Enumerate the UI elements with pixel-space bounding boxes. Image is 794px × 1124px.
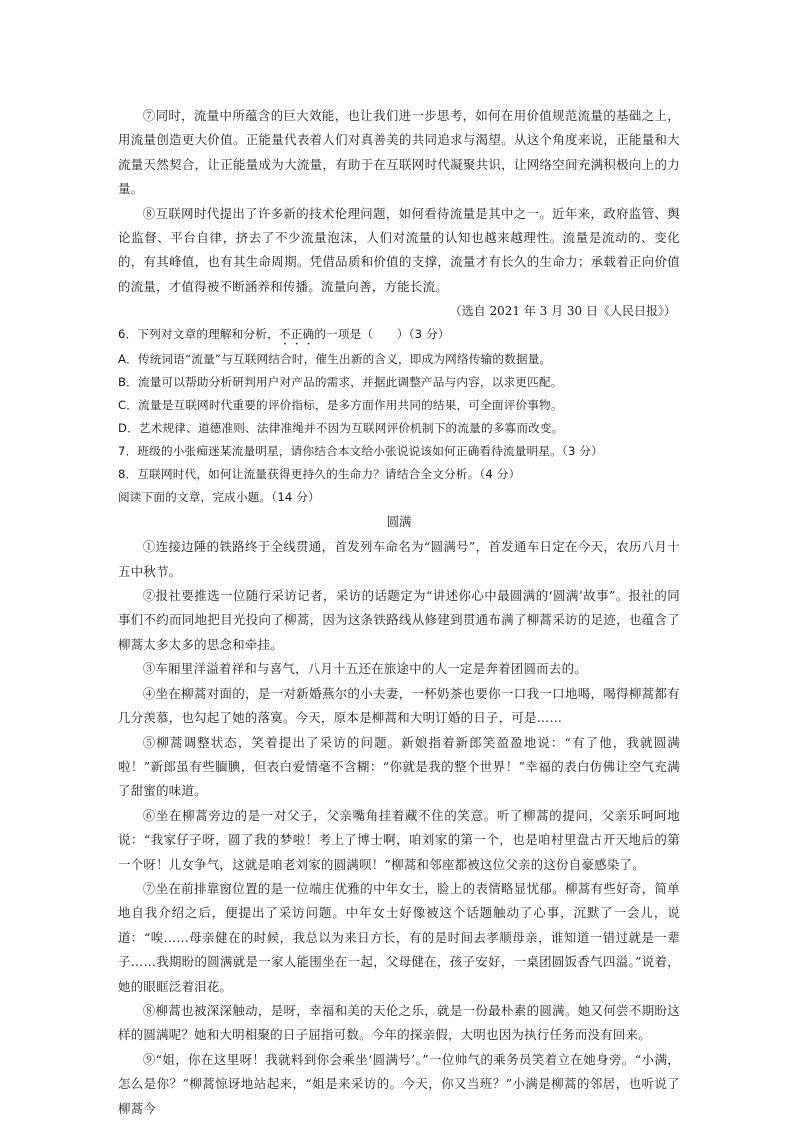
page-content	[118, 104, 680, 1121]
question-6-suffix: 的一项是（ ）（3 分）	[314, 327, 450, 342]
story-paragraph-6: ⑥坐在柳蒿旁边的是一对父子，父亲嘴角挂着藏不住的笑意。听了柳蒿的提问，父亲乐呵呵地说：“我家仔子呀，圆了我的梦啦！考上了博士啊，咱刘家的第一个，也是咱村里盘古开天地后的第一个呀！儿女争气，这就是咱老刘家的圆满呗！”柳蒿和邻座都被这位父亲的这份自豪感染了。	[118, 807, 680, 872]
story-paragraph-5: ⑤柳蒿调整状态，笑着提出了采访的问题。新娘指着新郎笑盈盈地说：“有了他，我就圆满啦！”新郎虽有些腼腆，但表白爱情毫不含糊：“你就是我的整个世界！”幸福的表白仿佛让空气充满了甜蜜的味道。	[118, 734, 680, 799]
story-paragraph-3: ③车厢里洋溢着祥和与喜气，八月十五还在旅途中的人一定是奔着团圆而去的。	[142, 661, 587, 677]
story-paragraph-8: ⑧柳蒿也被深深触动，是呀，幸福和美的天伦之乐，就是一份最朴素的圆满。她又何尝不期盼这样的圆满呢？她和大明相聚的日子屈指可数。今年的探亲假，大明也因为执行任务而没有回来。	[118, 1002, 680, 1043]
question-7: 7．班级的小张痴迷某流量明星，请你结合本文给小张说说该如何正确看待流量明星。（3 分）	[118, 444, 603, 459]
question-6-emphasis: 不正确	[278, 327, 315, 342]
story-paragraph-1: ①连接边陲的铁路终于全线贯通，首发列车命名为“圆满号”，首发通车日定在今天，农历八月十五中秋节。	[118, 539, 680, 579]
reading-instruction: 阅读下面的文章，完成小题。（14 分）	[118, 490, 320, 505]
passage-paragraph-7: ⑦同时，流量中所蕴含的巨大效能，也让我们进一步思考，如何在用价值规范流量的基础之上，用流量创造更大价值。正能量代表着人们对真善美的共同追求与渴望。从这个角度来说，正能量和大流量天然契合，让正能量成为大流量，有助于在互联网时代凝聚共识，让网络空间充满积极向上的力量。	[118, 108, 680, 197]
option-a: A．传统词语“流量”与互联网结合时，催生出新的含义，即成为网络传输的数据量。	[118, 352, 552, 367]
option-d: D．艺术规律、道德准则、法律准绳并不因为互联网评价机制下的流量的多寡而改变。	[118, 421, 564, 436]
story-paragraph-2: ②报社要推选一位随行采访记者，采访的话题定为“讲述你心中最圆满的‘圆满’故事”。报社的同事们不约而同地把目光投向了柳蒿，因为这条铁路线从修建到贯通布满了柳蒿采访的足迹，也蕴含了柳蒿太多太多的思念和牵挂。	[118, 588, 680, 652]
option-c: C．流量是互联网时代重要的评价指标，是多方面作用共同的结果，可全面评价事物。	[118, 398, 563, 413]
story-paragraph-4: ④坐在柳蒿对面的，是一对新婚燕尔的小夫妻，一杯奶茶也要你一口我一口地喝，喝得柳蒿都有几分羡慕，也勾起了她的落寞。今天，原本是柳蒿和大明订婚的日子，可是……	[118, 685, 680, 726]
story-title: 圆满	[386, 514, 412, 530]
question-8: 8．互联网时代，如何让流量获得更持久的生命力？请结合全文分析。（4 分）	[118, 467, 521, 482]
option-b: B．流量可以帮助分析研判用户对产品的需求，并据此调整产品与内容，以求更匹配。	[118, 375, 563, 390]
passage-source: （选自 2021 年 3 月 30 日《人民日报》）	[449, 304, 676, 319]
passage-paragraph-8: ⑧互联网时代提出了许多新的技术伦理问题，如何看待流量是其中之一。近年来，政府监管、舆论监督、平台自律，挤去了不少流量泡沫，人们对流量的认知也越来越理性。流量是流动的、变化的，有其峰值，也有其生命周期。凭借品质和价值的支撑，流量才有长久的生命力；承载着正向价值的流量，才值得被不断涵养和传播。流量向善，方能长流。	[118, 205, 680, 294]
question-6	[118, 323, 680, 348]
story-paragraph-7: ⑦坐在前排靠窗位置的是一位端庄优雅的中年女士，脸上的表情略显忧郁。柳蒿有些好奇，简单地自我介绍之后，便提出了采访问题。中年女士好像被这个话题触动了心事，沉默了一会儿，说道：“唉……母亲健在的时候，我总以为来日方长，有的是时间去孝顺母亲，谁知道一错过就是一辈子……我期盼的圆满就是一家人能围坐在一起，父母健在，孩子安好，一桌团圆饭香气四溢。”说着，她的眼眶泛着泪花。	[118, 880, 680, 994]
story-paragraph-9: ⑨“姐，你在这里呀！我就料到你会乘坐‘圆满号’。”一位帅气的乘务员笑着立在她身旁。“小满，怎么是你？”柳蒿惊讶地站起来，“姐是来采访的。今天，你又当班？”小满是柳蒿的邻居，也听说了柳蒿今	[118, 1051, 680, 1116]
question-6-prefix: 6．下列对文章的理解和分析，	[118, 327, 279, 342]
